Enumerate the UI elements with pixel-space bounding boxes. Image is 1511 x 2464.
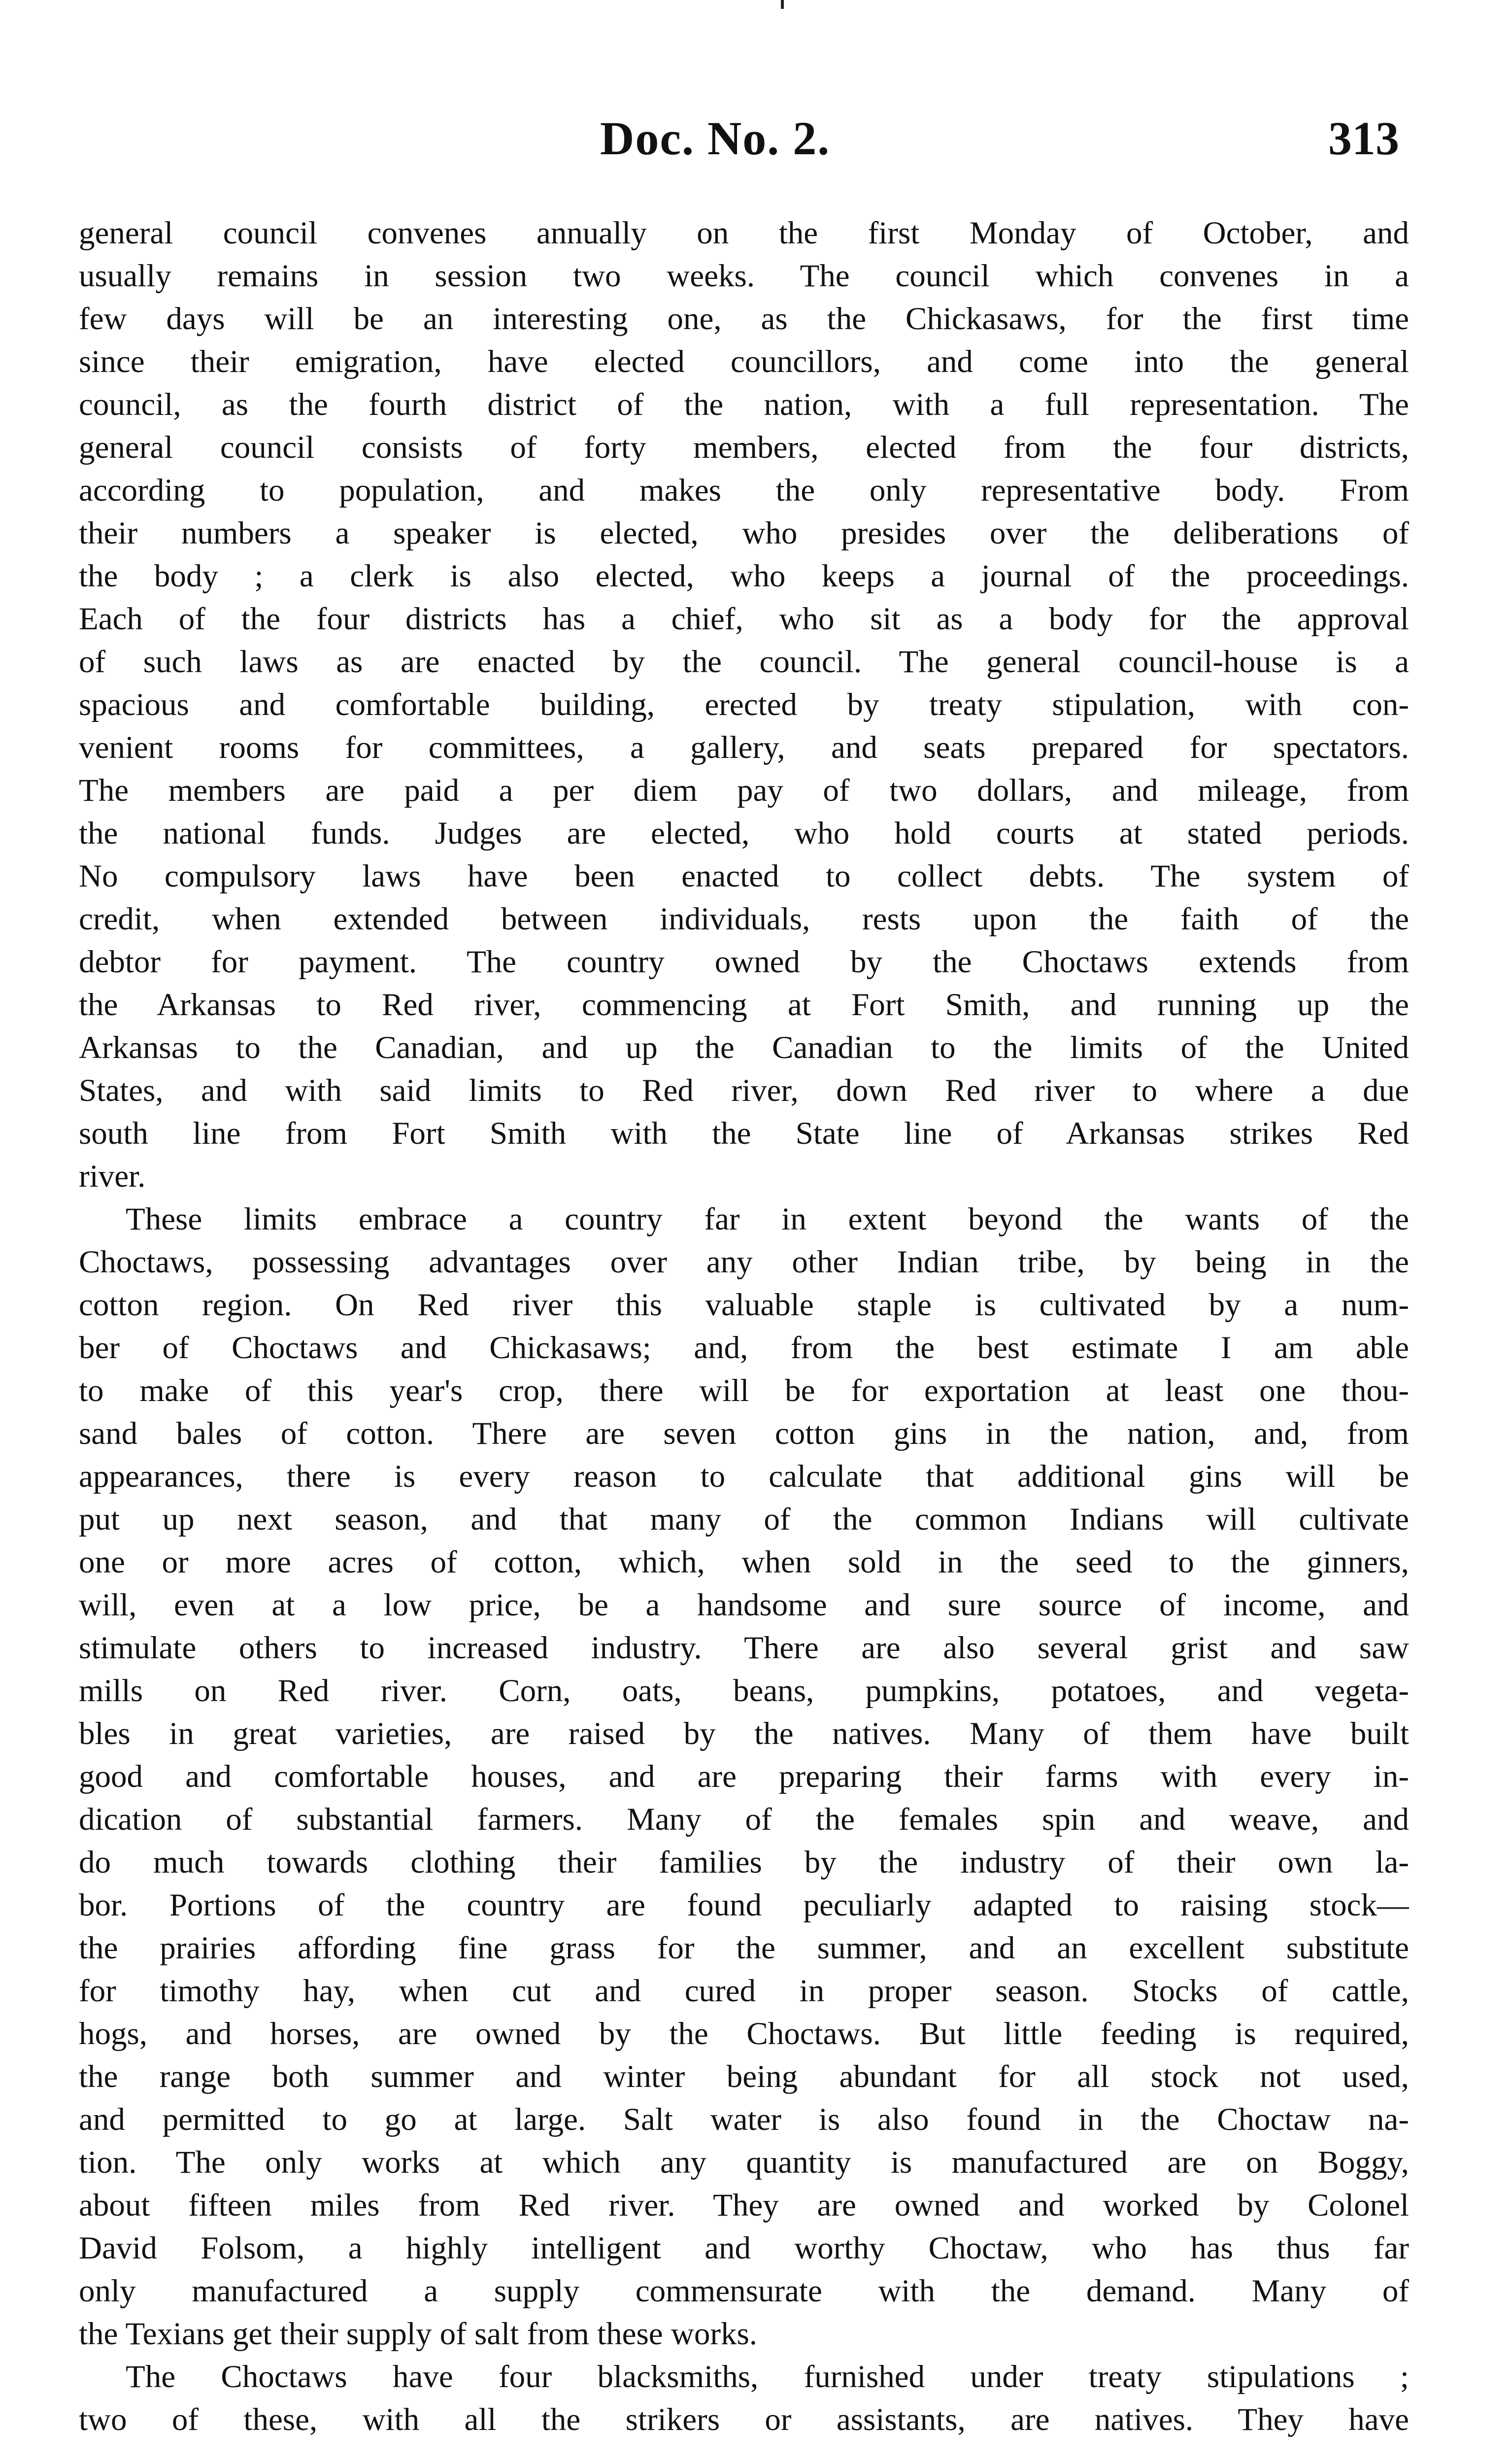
text-line: council, as the fourth district of the nation, with a full representation. The <box>79 387 1409 422</box>
text-line: according to population, and makes the only representative body. From <box>79 473 1409 508</box>
text-line: ber of Choctaws and Chickasaws; and, from the best estimate I am able <box>79 1330 1409 1366</box>
text-line: the Texians get their supply of salt from these works. <box>79 2316 758 2352</box>
text-line: of such laws as are enacted by the council. The general council-house is a <box>79 644 1409 680</box>
text-line: only manufactured a supply commensurate with the demand. Many of <box>79 2273 1409 2309</box>
text-line: mills on Red river. Corn, oats, beans, pumpkins, potatoes, and vegeta- <box>79 1673 1409 1709</box>
text-line: good and comfortable houses, and are preparing their farms with every in- <box>79 1759 1409 1794</box>
text-line: will, even at a low price, be a handsome and sure source of income, and <box>79 1587 1409 1623</box>
text-line: the national funds. Judges are elected, who hold courts at stated periods. <box>79 816 1409 851</box>
text-line: for timothy hay, when cut and cured in proper season. Stocks of cattle, <box>79 1973 1409 2009</box>
text-line: cotton region. On Red river this valuable staple is cultivated by a num- <box>79 1287 1409 1323</box>
text-line: to make of this year's crop, there will be for exportation at least one thou- <box>79 1373 1409 1408</box>
text-line: and permitted to go at large. Salt water is also found in the Choctaw na- <box>79 2102 1409 2137</box>
text-line: stimulate others to increased industry. There are also several grist and saw <box>79 1630 1409 1666</box>
text-line: bor. Portions of the country are found peculiarly adapted to raising stock— <box>79 1887 1409 1923</box>
paragraph <box>79 1198 1409 2356</box>
text-line: bles in great varieties, are raised by the natives. Many of them have built <box>79 1716 1409 1751</box>
text-line: Each of the four districts has a chief, who sit as a body for the approval <box>79 601 1409 637</box>
text-line: The members are paid a per diem pay of two dollars, and mileage, from <box>79 773 1409 808</box>
text-line: These limits embrace a country far in extent beyond the wants of the <box>126 1201 1409 1237</box>
text-line: dication of substantial farmers. Many of the females spin and weave, and <box>79 1802 1409 1837</box>
text-line: States, and with said limits to Red river, down Red river to where a due <box>79 1073 1409 1108</box>
body-text <box>79 212 1409 2441</box>
document-title: Doc. No. 2. <box>600 112 831 165</box>
text-line: south line from Fort Smith with the State line of Arkansas strikes Red <box>79 1116 1409 1151</box>
text-line: appearances, there is every reason to calculate that additional gins will be <box>79 1459 1409 1494</box>
text-line: usually remains in session two weeks. The council which convenes in a <box>79 258 1409 294</box>
text-line: two of these, with all the strikers or assistants, are natives. They have <box>79 2402 1409 2437</box>
text-line: credit, when extended between individuals, rests upon the faith of the <box>79 901 1409 937</box>
text-line: do much towards clothing their families by the industry of their own la- <box>79 1845 1409 1880</box>
text-line: the range both summer and winter being abundant for all stock not used, <box>79 2059 1409 2094</box>
text-line: the Arkansas to Red river, commencing at Fort Smith, and running up the <box>79 987 1409 1023</box>
text-line: spacious and comfortable building, erected by treaty stipulation, with con- <box>79 687 1409 722</box>
text-line: The Choctaws have four blacksmiths, furnished under treaty stipulations ; <box>126 2359 1409 2395</box>
text-line: since their emigration, have elected councillors, and come into the general <box>79 344 1409 379</box>
text-line: the prairies affording fine grass for the summer, and an excellent substitute <box>79 1930 1409 1966</box>
paragraph <box>79 212 1409 1198</box>
paragraph <box>79 2356 1409 2441</box>
text-line: few days will be an interesting one, as the Chickasaws, for the first time <box>79 301 1409 337</box>
text-line: about fifteen miles from Red river. They are owned and worked by Colonel <box>79 2188 1409 2223</box>
text-line: river. <box>79 1159 146 1194</box>
text-line: hogs, and horses, are owned by the Choctaws. But little feeding is required, <box>79 2016 1409 2052</box>
text-line: Arkansas to the Canadian, and up the Canadian to the limits of the United <box>79 1030 1409 1065</box>
page-number: 313 <box>1328 112 1399 165</box>
text-line: No compulsory laws have been enacted to collect debts. The system of <box>79 858 1409 894</box>
top-edge-ink-mark <box>781 0 784 9</box>
text-line: debtor for payment. The country owned by the Choctaws extends from <box>79 944 1409 980</box>
text-line: Choctaws, possessing advantages over any other Indian tribe, by being in the <box>79 1244 1409 1280</box>
text-line: general council convenes annually on the first Monday of October, and <box>79 215 1409 251</box>
text-line: venient rooms for committees, a gallery, and seats prepared for spectators. <box>79 730 1409 765</box>
text-line: general council consists of forty members, elected from the four districts, <box>79 430 1409 465</box>
text-line: one or more acres of cotton, which, when sold in the seed to the ginners, <box>79 1544 1409 1580</box>
text-line: David Folsom, a highly intelligent and worthy Choctaw, who has thus far <box>79 2230 1409 2266</box>
text-line: put up next season, and that many of the common Indians will cultivate <box>79 1502 1409 1537</box>
text-line: the body ; a clerk is also elected, who keeps a journal of the proceedings. <box>79 558 1409 594</box>
text-line: sand bales of cotton. There are seven cotton gins in the nation, and, from <box>79 1416 1409 1451</box>
text-line: tion. The only works at which any quantity is manufactured are on Boggy, <box>79 2145 1409 2180</box>
text-line: their numbers a speaker is elected, who presides over the deliberations of <box>79 515 1409 551</box>
page-header <box>79 111 1409 180</box>
